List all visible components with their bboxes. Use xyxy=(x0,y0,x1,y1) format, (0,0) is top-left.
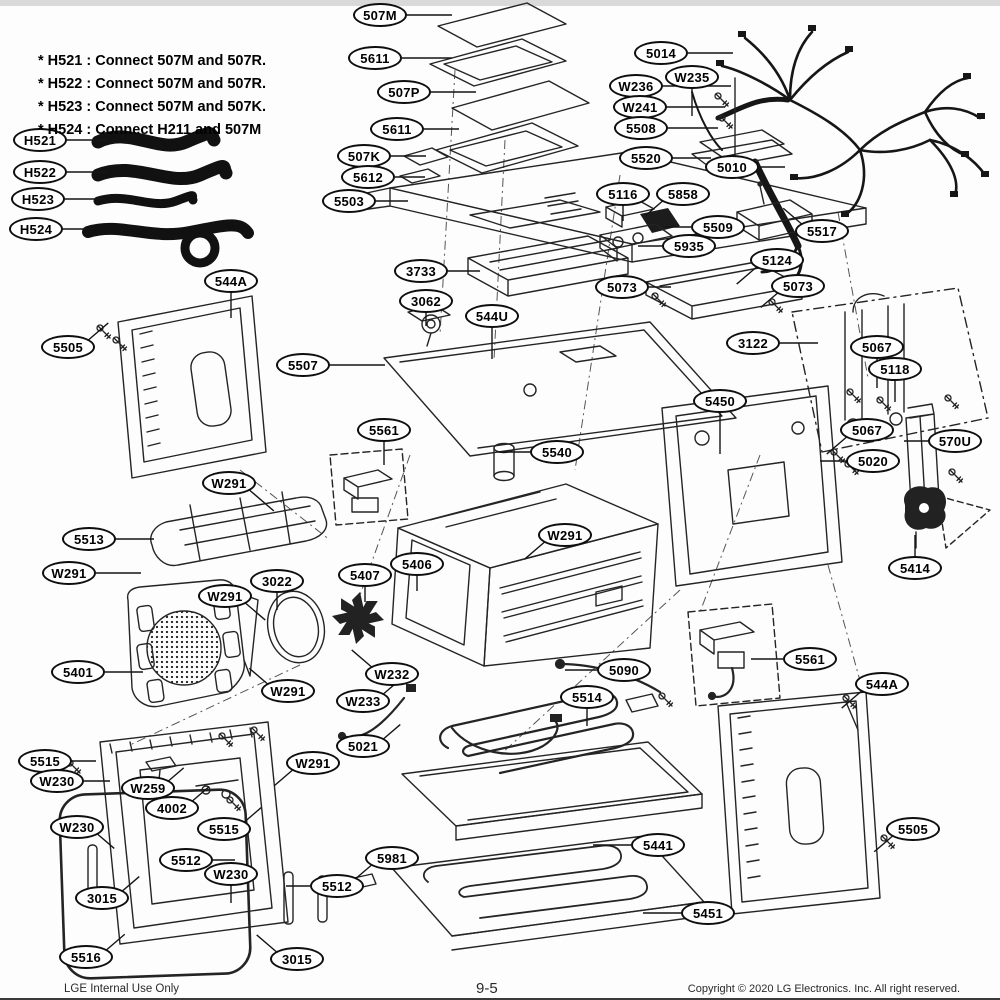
part-callout-h524: H524 xyxy=(9,217,63,241)
part-callout-5014: 5014 xyxy=(634,41,688,65)
part-callout-4002: 4002 xyxy=(145,796,199,820)
part-callout-507m: 507M xyxy=(353,3,407,27)
part-callout-5414: 5414 xyxy=(888,556,942,580)
part-callout-5505: 5505 xyxy=(886,817,940,841)
part-callout-5124: 5124 xyxy=(750,248,804,272)
part-callout-5561: 5561 xyxy=(357,418,411,442)
part-callout-5611: 5611 xyxy=(348,46,402,70)
part-callout-5401: 5401 xyxy=(51,660,105,684)
part-callout-5561: 5561 xyxy=(783,647,837,671)
part-callout-5073: 5073 xyxy=(595,275,649,299)
part-callout-w233: W233 xyxy=(336,689,390,713)
part-callout-3122: 3122 xyxy=(726,331,780,355)
part-callout-5116: 5116 xyxy=(596,182,650,206)
part-callout-h522: H522 xyxy=(13,160,67,184)
note-line: * H524 : Connect H211 and 507M xyxy=(38,122,262,138)
part-callout-w291: W291 xyxy=(286,751,340,775)
part-callout-5540: 5540 xyxy=(530,440,584,464)
part-callout-5858: 5858 xyxy=(656,182,710,206)
part-callout-3015: 3015 xyxy=(75,886,129,910)
part-callout-507p: 507P xyxy=(377,80,431,104)
part-callout-5517: 5517 xyxy=(795,219,849,243)
part-callout-544u: 544U xyxy=(465,304,519,328)
part-callout-h521: H521 xyxy=(13,128,67,152)
part-callout-570u: 570U xyxy=(928,429,982,453)
part-callout-w232: W232 xyxy=(365,662,419,686)
note-line: * H522 : Connect 507M and 507R. xyxy=(38,76,267,92)
part-callout-5505: 5505 xyxy=(41,335,95,359)
part-callout-w236: W236 xyxy=(609,74,663,98)
part-callout-5520: 5520 xyxy=(619,146,673,170)
part-callout-5451: 5451 xyxy=(681,901,735,925)
part-callout-w230: W230 xyxy=(50,815,104,839)
part-callout-5612: 5612 xyxy=(341,165,395,189)
part-callout-w235: W235 xyxy=(665,65,719,89)
part-callout-3015: 3015 xyxy=(270,947,324,971)
part-callout-w291: W291 xyxy=(538,523,592,547)
part-callout-w230: W230 xyxy=(204,862,258,886)
part-callout-5512: 5512 xyxy=(159,848,213,872)
part-callout-5090: 5090 xyxy=(597,658,651,682)
part-callout-3022: 3022 xyxy=(250,569,304,593)
part-callout-5067: 5067 xyxy=(840,418,894,442)
part-callout-5512: 5512 xyxy=(310,874,364,898)
part-callout-5514: 5514 xyxy=(560,685,614,709)
part-callout-w230: W230 xyxy=(30,769,84,793)
part-callout-5981: 5981 xyxy=(365,846,419,870)
part-callout-507k: 507K xyxy=(337,144,391,168)
part-callout-w241: W241 xyxy=(613,95,667,119)
part-callout-w291: W291 xyxy=(42,561,96,585)
part-callout-5509: 5509 xyxy=(691,215,745,239)
page-number: 9-5 xyxy=(476,980,498,997)
note-line: * H521 : Connect 507M and 507R. xyxy=(38,53,267,69)
part-callout-5407: 5407 xyxy=(338,563,392,587)
part-callout-3062: 3062 xyxy=(399,289,453,313)
part-callout-5021: 5021 xyxy=(336,734,390,758)
note-line: * H523 : Connect 507M and 507K. xyxy=(38,99,267,115)
part-callout-5611: 5611 xyxy=(370,117,424,141)
part-callout-5507: 5507 xyxy=(276,353,330,377)
part-callout-5503: 5503 xyxy=(322,189,376,213)
part-callout-w259: W259 xyxy=(121,776,175,800)
part-callout-5513: 5513 xyxy=(62,527,116,551)
part-callout-5406: 5406 xyxy=(390,552,444,576)
part-callout-5067: 5067 xyxy=(850,335,904,359)
part-callout-5515: 5515 xyxy=(197,817,251,841)
footer-confidential-label: LGE Internal Use Only xyxy=(64,983,180,995)
part-callout-5508: 5508 xyxy=(614,116,668,140)
part-callout-5073: 5073 xyxy=(771,274,825,298)
part-callout-5010: 5010 xyxy=(705,155,759,179)
part-callout-5450: 5450 xyxy=(693,389,747,413)
part-callout-5516: 5516 xyxy=(59,945,113,969)
part-callout-w291: W291 xyxy=(198,584,252,608)
footer-copyright: Copyright © 2020 LG Electronics. Inc. All right reserved. xyxy=(687,983,960,995)
part-callout-5935: 5935 xyxy=(662,234,716,258)
part-callout-544a: 544A xyxy=(855,672,909,696)
part-callout-544a: 544A xyxy=(204,269,258,293)
part-callout-w291: W291 xyxy=(261,679,315,703)
part-callout-5118: 5118 xyxy=(868,357,922,381)
part-callout-h523: H523 xyxy=(11,187,65,211)
part-callout-5020: 5020 xyxy=(846,449,900,473)
notes xyxy=(38,50,266,142)
part-callout-5515: 5515 xyxy=(18,749,72,773)
part-callout-w291: W291 xyxy=(202,471,256,495)
part-callout-3733: 3733 xyxy=(394,259,448,283)
part-callout-5441: 5441 xyxy=(631,833,685,857)
